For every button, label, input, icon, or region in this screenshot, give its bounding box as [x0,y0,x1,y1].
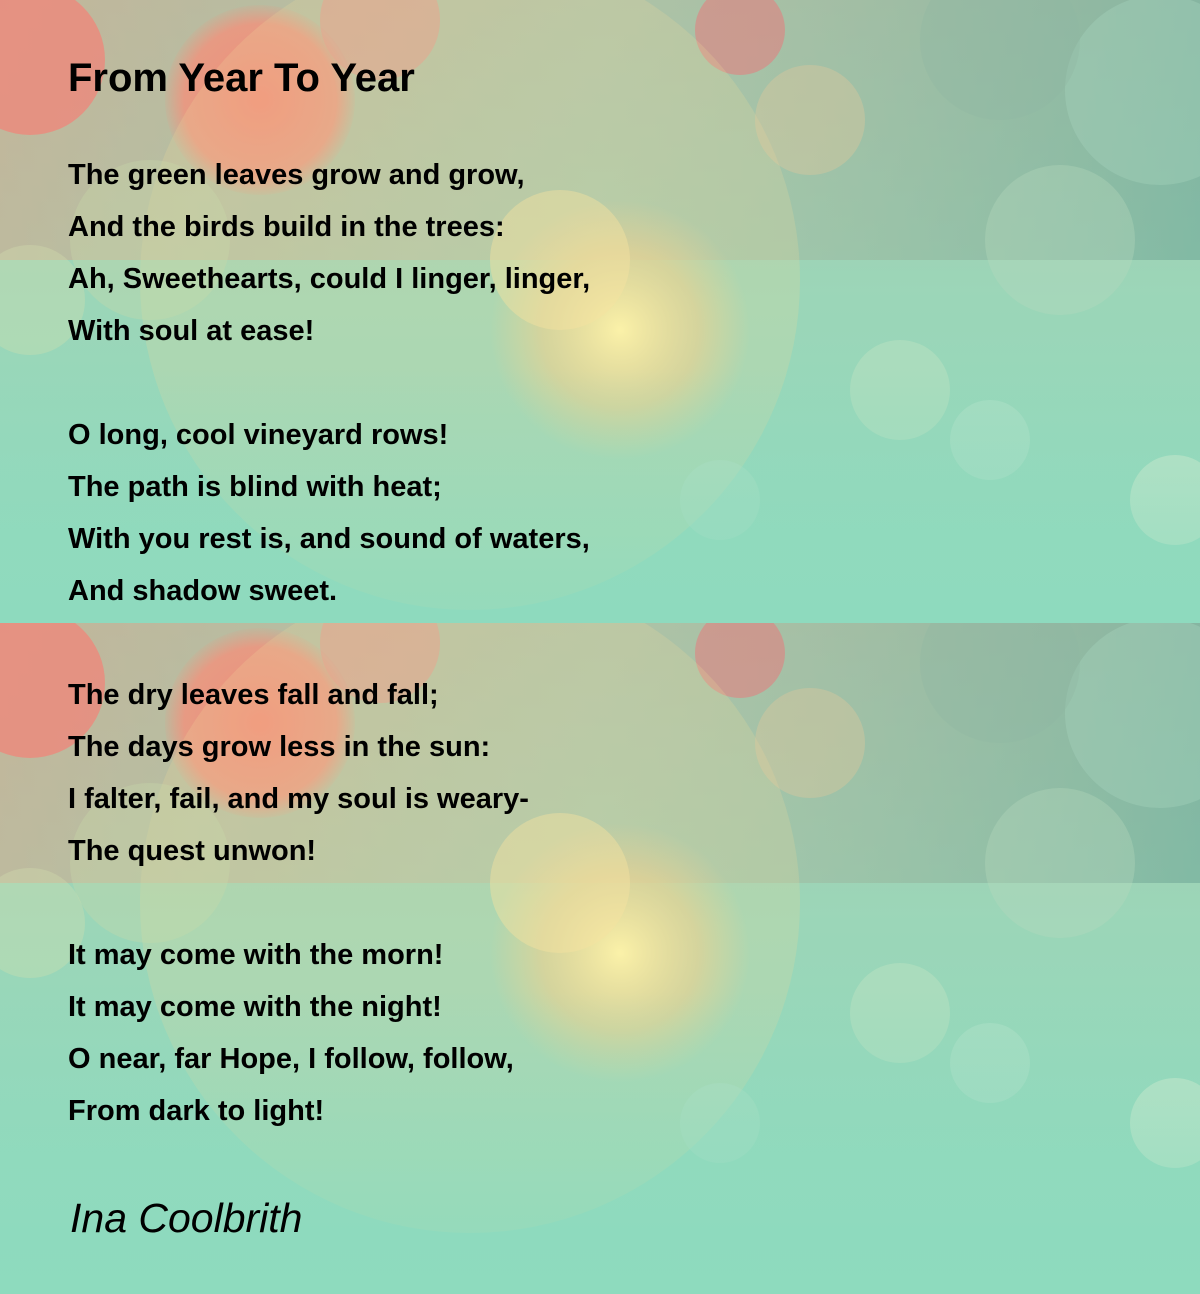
poem-line: I falter, fail, and my soul is weary- [68,783,529,815]
stanza-3 [68,669,529,877]
poem-line: It may come with the morn! [68,939,444,971]
poem-author: Ina Coolbrith [70,1195,303,1241]
poem-line: The dry leaves fall and fall; [68,679,439,711]
poem-line: Ah, Sweethearts, could I linger, linger, [68,263,591,295]
poem-line: And the birds build in the trees: [68,211,505,243]
poem-line: With soul at ease! [68,315,315,347]
poem-line: The days grow less in the sun: [68,731,491,763]
poem-title: From Year To Year [68,56,415,100]
poem-line: O near, far Hope, I follow, follow, [68,1043,514,1075]
poem-line: With you rest is, and sound of waters, [68,523,590,555]
stanza-4 [68,929,514,1137]
stanza-1 [68,149,590,357]
poem-line: And shadow sweet. [68,575,338,607]
poem-line: O long, cool vineyard rows! [68,419,449,451]
poem-line: From dark to light! [68,1095,325,1127]
poem-line: The green leaves grow and grow, [68,159,525,191]
poem-line: The path is blind with heat; [68,471,442,503]
stanza-2 [68,409,590,617]
poem-line: The quest unwon! [68,835,317,867]
poem-line: It may come with the night! [68,991,442,1023]
